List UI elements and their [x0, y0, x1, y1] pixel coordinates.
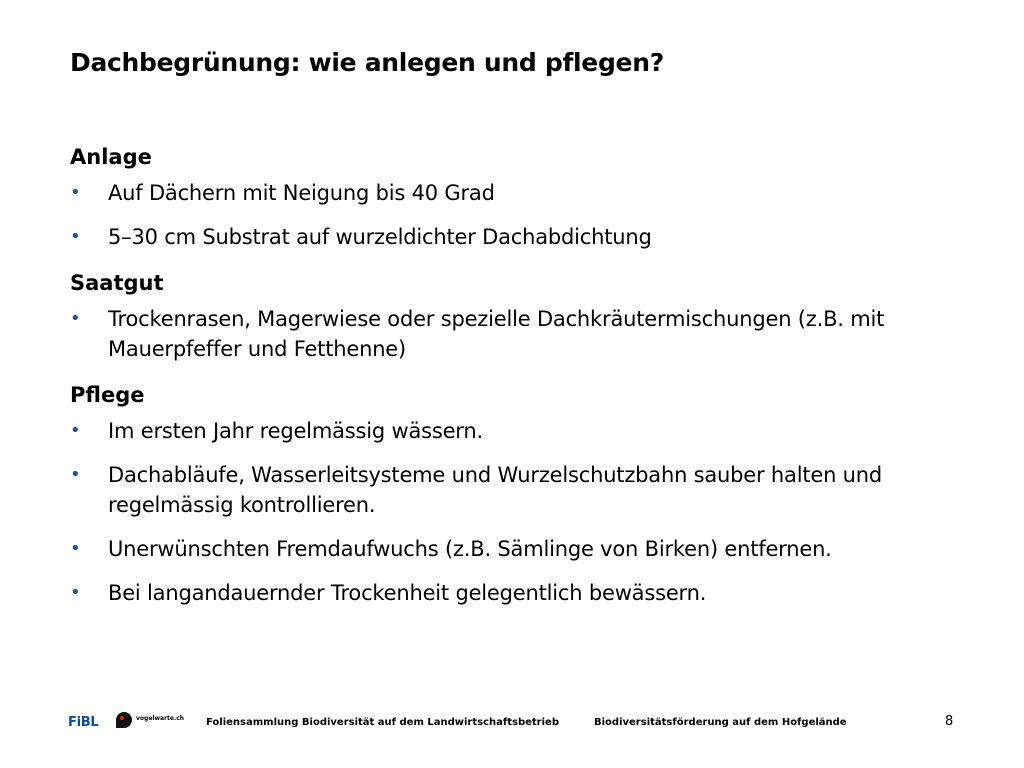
bullet-icon: • [70, 582, 81, 603]
section-saatgut [70, 266, 1000, 364]
page-number: 8 [945, 714, 954, 729]
list-item [70, 222, 1000, 252]
list-item [70, 178, 1000, 208]
fibl-logo: FiBL [68, 715, 99, 730]
section-heading: Pflege [70, 383, 145, 407]
bullet-icon: • [70, 420, 81, 441]
bullet-icon: • [70, 538, 81, 559]
bullet-icon: • [70, 226, 81, 247]
list-item-text: Unerwünschten Fremdaufwuchs (z.B. Sämlinge von Birken) entfernen. [108, 537, 832, 561]
list-item [70, 578, 1000, 608]
list-item [70, 534, 1000, 564]
footer-right-text: Biodiversitätsförderung auf dem Hofgelände [594, 717, 847, 728]
section-heading: Saatgut [70, 271, 164, 295]
vogelwarte-logo-text: vogelwarte.ch [136, 715, 185, 722]
bird-eye-icon [120, 716, 124, 720]
list-item [70, 304, 1000, 364]
bullet-list [70, 304, 1000, 364]
list-item-text: Bei langandauernder Trockenheit gelegentlich bewässern. [108, 581, 707, 605]
slide-footer [0, 700, 1024, 740]
bullet-icon: • [70, 308, 81, 329]
slide-title: Dachbegrünung: wie anlegen und pflegen? [70, 48, 664, 77]
section-heading: Anlage [70, 145, 152, 169]
bullet-list [70, 178, 1000, 252]
list-item-text: Im ersten Jahr regelmässig wässern. [108, 419, 483, 443]
list-item-text: Auf Dächern mit Neigung bis 40 Grad [108, 181, 495, 205]
section-anlage [70, 140, 1000, 252]
bird-icon [116, 712, 132, 728]
section-pflege [70, 378, 1000, 608]
list-item [70, 416, 1000, 446]
slide-content [70, 140, 1000, 622]
list-item-text: Dachabläufe, Wasserleitsysteme und Wurzelschutzbahn sauber halten und regelmässig kontrollieren. [108, 463, 883, 517]
list-item-text: 5–30 cm Substrat auf wurzeldichter Dachabdichtung [108, 225, 652, 249]
footer-left-text: Foliensammlung Biodiversität auf dem Landwirtschaftsbetrieb [206, 717, 559, 728]
list-item-text: Trockenrasen, Magerwiese oder spezielle Dachkräutermischungen (z.B. mit Mauerpfeffer und Fetthenne) [108, 307, 885, 361]
list-item [70, 460, 1000, 520]
bullet-icon: • [70, 464, 81, 485]
bullet-list [70, 416, 1000, 608]
bullet-icon: • [70, 182, 81, 203]
